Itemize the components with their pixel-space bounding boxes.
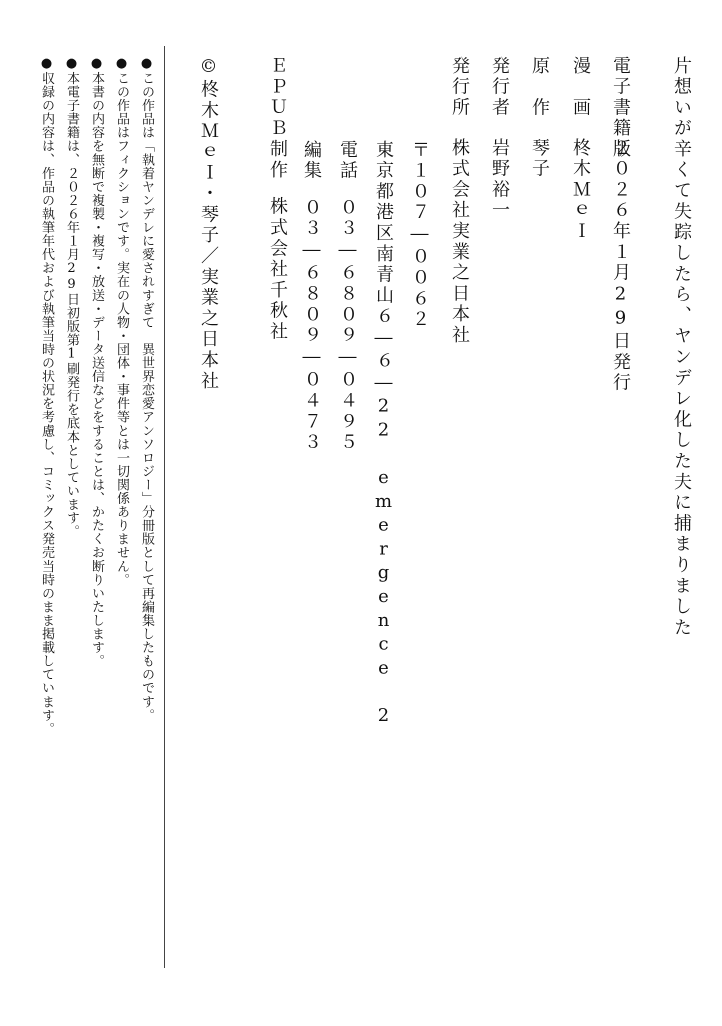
note-item: ●本書の内容を無断で複製・複写・放送・データ送信などをすることは、かたくお断りいたします。 (89, 56, 104, 668)
original-value: 琴子 (529, 138, 550, 180)
editorial-value: ０３―６８０９―０４７３ (301, 197, 322, 454)
postal-code: 〒１０７―００６２ (409, 140, 430, 331)
edition-line (611, 56, 629, 394)
copyright: ©柊木ＭｅＩ・琴子／実業之日本社 (198, 56, 219, 392)
edition-date: ２０２６年１月29日発行 (610, 138, 631, 394)
publisher-company-label: 発行所 (449, 56, 470, 119)
epub-credit (268, 56, 286, 342)
manga-label: 漫 画 (570, 56, 591, 119)
publisher-person-label: 発行者 (489, 56, 510, 119)
note-item: ●この作品はフィクションです。実在の人物・団体・事件等とは一切関係ありません。 (114, 56, 129, 587)
phone-value: ０３―６８０９―０４９５ (337, 197, 358, 454)
edition-label: 電子書籍版 (610, 56, 631, 160)
manga-credit (571, 56, 589, 242)
phone-label: 電話 (337, 140, 358, 182)
phone-line (338, 140, 356, 453)
epub-value: 株式会社千秋社 (267, 196, 288, 343)
divider-line (164, 46, 165, 968)
address: 東京都港区南青山６―６―22 emergence 2 (373, 140, 394, 729)
book-title: 片想いが辛くて失踪したら、ヤンデレ化した夫に捕まりました (671, 56, 692, 639)
note-item: ●収録の内容は、作品の執筆年代および執筆当時の状況を考慮し、コミックス発売当時のまま掲載しています。 (39, 56, 54, 736)
editorial-line (302, 140, 320, 453)
epub-label: ＥＰＵＢ制作 (267, 56, 288, 181)
original-label: 原 作 (529, 56, 550, 119)
editorial-label: 編集 (301, 140, 322, 182)
original-credit (530, 56, 548, 180)
note-item: ●この作品は「執着ヤンデレに愛されすぎて 異世界恋愛アンソロジー」分冊版として再編集したものです。 (139, 56, 154, 722)
manga-value: 柊木ＭｅＩ (570, 138, 591, 242)
publisher-person-credit (490, 56, 508, 221)
publisher-company-value: 株式会社実業之日本社 (449, 138, 470, 346)
publisher-company-credit (450, 56, 468, 346)
note-item: ●本電子書籍は、２０２６年１月29日初版第1刷発行を底本としています。 (64, 56, 79, 539)
publisher-person-value: 岩野裕一 (489, 138, 510, 222)
